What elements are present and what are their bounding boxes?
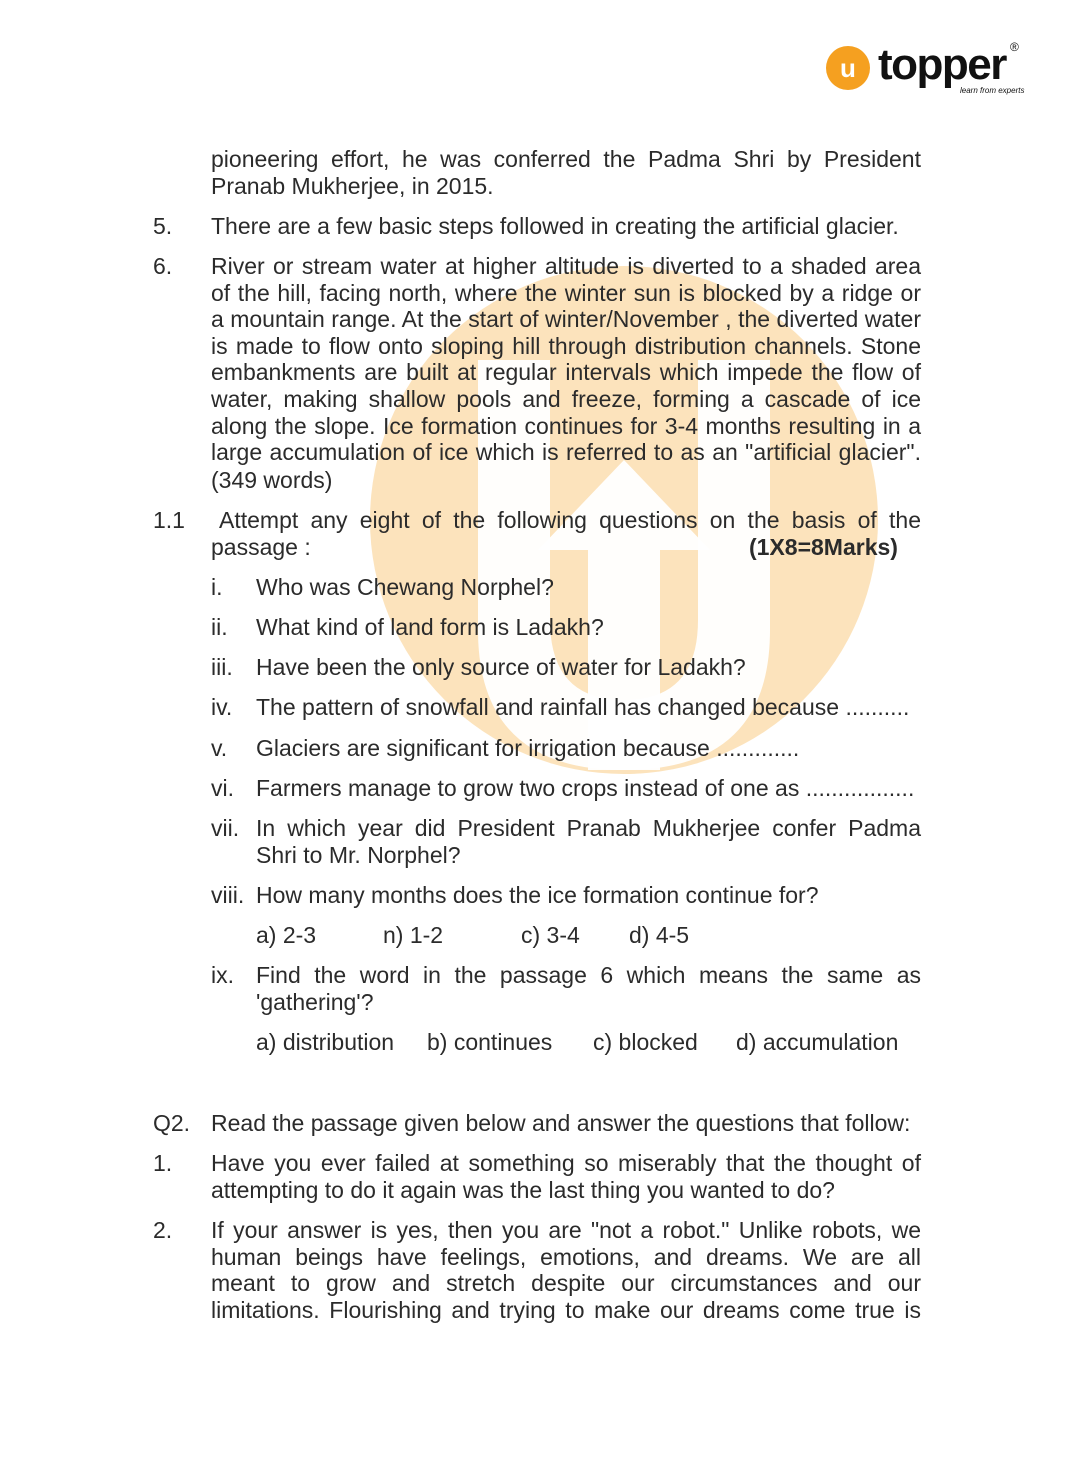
question-vi-number: vi. xyxy=(211,775,234,801)
question-vii-text: In which year did President Pranab Mukherjee confer Padma Shri to Mr. Norphel? xyxy=(256,815,921,868)
question-1-1-instruction-2: passage : xyxy=(211,534,311,560)
topper-logo[interactable] xyxy=(826,40,1026,100)
question-iii-text: Have been the only source of water for Ladakh? xyxy=(256,654,746,680)
word-count: (349 words) xyxy=(211,467,333,493)
registered-mark: ® xyxy=(1010,40,1019,54)
question-i-text: Who was Chewang Norphel? xyxy=(256,574,554,600)
paragraph-5-text: There are a few basic steps followed in creating the artificial glacier. xyxy=(211,213,899,239)
question-1-1-instruction: Attempt any eight of the following questions on the basis of the xyxy=(219,507,921,533)
q2-paragraph-2-number: 2. xyxy=(153,1217,173,1243)
intro-line-2: Pranab Mukherjee, in 2015. xyxy=(211,173,494,199)
logo-tagline: learn from experts xyxy=(960,86,1025,95)
q8-option-c: c) 3-4 xyxy=(521,922,580,948)
q9-option-d: d) accumulation xyxy=(736,1029,899,1055)
question-ii-text: What kind of land form is Ladakh? xyxy=(256,614,604,640)
question-vii-number: vii. xyxy=(211,815,240,841)
logo-name: topper xyxy=(878,40,1006,89)
question-v-text: Glaciers are significant for irrigation because ............. xyxy=(256,735,800,761)
question-vi-text: Farmers manage to grow two crops instead of one as ................. xyxy=(256,775,915,801)
question-viii-text: How many months does the ice formation continue for? xyxy=(256,882,819,908)
q9-option-c: c) blocked xyxy=(593,1029,698,1055)
q8-option-b: n) 1-2 xyxy=(383,922,444,948)
question-2-number: Q2. xyxy=(153,1110,191,1136)
question-v-number: v. xyxy=(211,735,228,761)
intro-line-1: pioneering effort, he was conferred the Padma Shri by President xyxy=(211,146,921,172)
logo-mark-icon: u xyxy=(826,46,870,90)
paragraph-5-number: 5. xyxy=(153,213,173,239)
q9-option-a: a) distribution xyxy=(256,1029,395,1055)
question-ii-number: ii. xyxy=(211,614,228,640)
q8-option-d: d) 4-5 xyxy=(629,922,690,948)
question-ix-number: ix. xyxy=(211,962,234,988)
q9-option-b: b) continues xyxy=(427,1029,553,1055)
question-1-1-number: 1.1 xyxy=(153,507,185,533)
marks-label: (1X8=8Marks) xyxy=(749,534,898,560)
q2-paragraph-2-text: If your answer is yes, then you are "not a robot." Unlike robots, we human beings have feelings, emotions, and dreams. We are all meant to grow and stretch despite our circumstances and our limitations. Flourishing and trying to make our dreams come true is xyxy=(211,1217,921,1323)
question-2-instruction: Read the passage given below and answer the questions that follow: xyxy=(211,1110,911,1136)
question-ix-text: Find the word in the passage 6 which means the same as 'gathering'? xyxy=(256,962,921,1015)
q2-paragraph-1-number: 1. xyxy=(153,1150,173,1176)
question-iv-text: The pattern of snowfall and rainfall has changed because .......... xyxy=(256,694,910,720)
question-iv-number: iv. xyxy=(211,694,233,720)
question-i-number: i. xyxy=(211,574,223,600)
paragraph-6-number: 6. xyxy=(153,253,173,279)
q8-option-a: a) 2-3 xyxy=(256,922,317,948)
paragraph-6-text: River or stream water at higher altitude is diverted to a shaded area of the hill, facing north, where the winter sun is blocked by a ridge or a mountain range. At the start of winter/November , the diverted water is made to flow onto sloping hill through distribution channels. Stone embankments are built at regular intervals which impede the flow of water, making shallow pools and freeze, forming a cascade of ice along the slope. Ice formation continues for 3-4 months resulting in a large accumulation of ice which is referred to as an "artificial glacier". xyxy=(211,253,921,466)
question-iii-number: iii. xyxy=(211,654,233,680)
q2-paragraph-1-text: Have you ever failed at something so miserably that the thought of attempting to do it again was the last thing you wanted to do? xyxy=(211,1150,921,1203)
question-viii-number: viii. xyxy=(211,882,245,908)
